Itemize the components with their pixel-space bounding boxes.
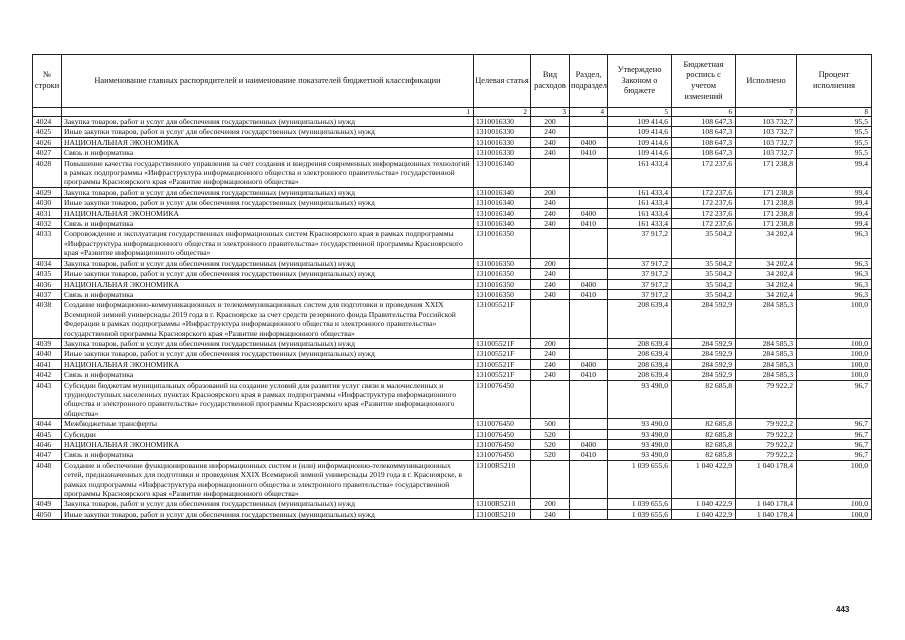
row-name: НАЦИОНАЛЬНАЯ ЭКОНОМИКА [62, 208, 474, 218]
row-number: 4047 [33, 450, 62, 460]
executed-amount: 79 922,2 [736, 380, 797, 419]
expense-type: 200 [531, 258, 570, 268]
target-article: 1310016330 [474, 127, 531, 137]
target-article: 1310016350 [474, 279, 531, 289]
executed-amount: 171 238,8 [736, 208, 797, 218]
row-name: НАЦИОНАЛЬНАЯ ЭКОНОМИКА [62, 279, 474, 289]
executed-amount: 171 238,8 [736, 219, 797, 229]
target-article: 131005521F [474, 300, 531, 339]
section-subsection: 0400 [570, 279, 608, 289]
budget-amount: 284 592,9 [672, 370, 736, 380]
executed-amount: 284 585,3 [736, 338, 797, 348]
table-row [33, 460, 872, 499]
execution-percent: 100,0 [797, 338, 872, 348]
expense-type: 240 [531, 269, 570, 279]
target-article: 1310016340 [474, 187, 531, 197]
expense-type [531, 380, 570, 419]
execution-percent: 96,7 [797, 450, 872, 460]
row-number: 4024 [33, 117, 62, 127]
target-article: 1310076450 [474, 440, 531, 450]
target-article: 1310016340 [474, 158, 531, 187]
row-number: 4038 [33, 300, 62, 339]
row-name: Связь и информатика [62, 148, 474, 158]
section-subsection [570, 127, 608, 137]
row-name: Закупка товаров, работ и услуг для обеспечения государственных (муниципальных) нужд [62, 499, 474, 509]
execution-percent: 96,3 [797, 289, 872, 299]
budget-amount: 108 647,3 [672, 127, 736, 137]
approved-amount: 109 414,6 [608, 148, 672, 158]
row-name: Связь и информатика [62, 219, 474, 229]
row-number: 4029 [33, 187, 62, 197]
execution-percent: 99,4 [797, 158, 872, 187]
table-row [33, 300, 872, 339]
target-article: 13100R5210 [474, 499, 531, 509]
expense-type: 200 [531, 499, 570, 509]
column-number: 8 [797, 108, 872, 117]
expense-type: 520 [531, 450, 570, 460]
expense-type: 240 [531, 127, 570, 137]
header-name: Наименование главных распорядителей и наименование показателей бюджетной классификации [62, 55, 474, 108]
budget-amount: 1 040 422,9 [672, 499, 736, 509]
budget-amount: 172 237,6 [672, 187, 736, 197]
execution-percent: 100,0 [797, 370, 872, 380]
target-article: 1310016350 [474, 289, 531, 299]
header-row [33, 55, 872, 108]
expense-type: 520 [531, 429, 570, 439]
section-subsection: 0410 [570, 219, 608, 229]
executed-amount: 103 732,7 [736, 117, 797, 127]
executed-amount: 79 922,2 [736, 440, 797, 450]
target-article: 1310076450 [474, 380, 531, 419]
row-number: 4046 [33, 440, 62, 450]
section-subsection [570, 429, 608, 439]
approved-amount: 208 639,4 [608, 300, 672, 339]
row-name: Иные закупки товаров, работ и услуг для обеспечения государственных (муниципальных) нужд [62, 127, 474, 137]
execution-percent: 100,0 [797, 509, 872, 519]
column-number: 3 [531, 108, 570, 117]
expense-type: 240 [531, 148, 570, 158]
row-name: Субсидии бюджетам муниципальных образований на создание условий для развития услуг связи в малочисленных и труднодоступных населенных пунктах Красноярского края в рамках подпрограммы «Инфраструктура информационного общества и электронного правительства» государственной программы Красноярского края «Развитие информационного общества» [62, 380, 474, 419]
column-number: 7 [736, 108, 797, 117]
table-row [33, 117, 872, 127]
row-number: 4027 [33, 148, 62, 158]
row-number: 4044 [33, 419, 62, 429]
row-name: Создание информационно-коммуникационных и телекоммуникационных систем для подготовки и проведения XXIX Всемирной зимней универсиады 2019 года в г. Красноярске за счет средств резервного фонда Правительства Российской Федерации в рамках подпрограммы «Инфраструктура информационного общества и электронного правительства» государственной программы Красноярского края «Развитие информационного общества» [62, 300, 474, 339]
row-name: Связь и информатика [62, 450, 474, 460]
expense-type: 200 [531, 187, 570, 197]
executed-amount: 1 040 178,4 [736, 499, 797, 509]
row-name: НАЦИОНАЛЬНАЯ ЭКОНОМИКА [62, 359, 474, 369]
execution-percent: 96,3 [797, 229, 872, 258]
executed-amount: 103 732,7 [736, 127, 797, 137]
approved-amount: 109 414,6 [608, 137, 672, 147]
table-row [33, 359, 872, 369]
row-name: Субсидии [62, 429, 474, 439]
approved-amount: 109 414,6 [608, 127, 672, 137]
approved-amount: 1 039 655,6 [608, 499, 672, 509]
table-row [33, 269, 872, 279]
row-number: 4030 [33, 198, 62, 208]
approved-amount: 208 639,4 [608, 370, 672, 380]
budget-table [32, 54, 872, 520]
row-number: 4045 [33, 429, 62, 439]
approved-amount: 161 433,4 [608, 208, 672, 218]
approved-amount: 1 039 655,6 [608, 509, 672, 519]
section-subsection [570, 117, 608, 127]
table-body [33, 117, 872, 520]
row-number: 4033 [33, 229, 62, 258]
target-article: 131005521F [474, 338, 531, 348]
row-name: Закупка товаров, работ и услуг для обеспечения государственных (муниципальных) нужд [62, 258, 474, 268]
expense-type: 240 [531, 137, 570, 147]
table-row [33, 370, 872, 380]
execution-percent: 100,0 [797, 499, 872, 509]
section-subsection: 0410 [570, 148, 608, 158]
expense-type: 240 [531, 509, 570, 519]
budget-amount: 35 504,2 [672, 229, 736, 258]
row-number: 4026 [33, 137, 62, 147]
expense-type: 240 [531, 208, 570, 218]
section-subsection: 0410 [570, 289, 608, 299]
row-number: 4037 [33, 289, 62, 299]
execution-percent: 95,5 [797, 148, 872, 158]
execution-percent: 100,0 [797, 359, 872, 369]
executed-amount: 34 202,4 [736, 269, 797, 279]
executed-amount: 171 238,8 [736, 187, 797, 197]
target-article: 1310016350 [474, 258, 531, 268]
target-article: 1310016350 [474, 269, 531, 279]
target-article: 1310016330 [474, 148, 531, 158]
executed-amount: 34 202,4 [736, 258, 797, 268]
budget-amount: 172 237,6 [672, 158, 736, 187]
budget-amount: 82 685,8 [672, 429, 736, 439]
table-row [33, 229, 872, 258]
budget-amount: 35 504,2 [672, 279, 736, 289]
row-number: 4043 [33, 380, 62, 419]
section-subsection: 0400 [570, 137, 608, 147]
budget-amount: 284 592,9 [672, 359, 736, 369]
target-article: 131005521F [474, 370, 531, 380]
execution-percent: 99,4 [797, 208, 872, 218]
executed-amount: 284 585,3 [736, 349, 797, 359]
target-article: 1310016350 [474, 229, 531, 258]
budget-amount: 82 685,8 [672, 419, 736, 429]
table-row [33, 279, 872, 289]
section-subsection [570, 158, 608, 187]
section-subsection: 0410 [570, 450, 608, 460]
table-row [33, 429, 872, 439]
target-article: 13100R5210 [474, 460, 531, 499]
target-article: 1310076450 [474, 429, 531, 439]
section-subsection [570, 300, 608, 339]
column-number: 1 [62, 108, 474, 117]
table-row [33, 198, 872, 208]
header-approved: Утверждено Законом о бюджете [608, 55, 672, 108]
execution-percent: 95,5 [797, 127, 872, 137]
row-name: НАЦИОНАЛЬНАЯ ЭКОНОМИКА [62, 440, 474, 450]
executed-amount: 103 732,7 [736, 137, 797, 147]
table-row [33, 419, 872, 429]
expense-type: 240 [531, 370, 570, 380]
executed-amount: 171 238,8 [736, 198, 797, 208]
section-subsection: 0400 [570, 440, 608, 450]
target-article: 1310016340 [474, 198, 531, 208]
table-row [33, 148, 872, 158]
page-number: 443 [836, 605, 850, 614]
section-subsection: 0400 [570, 208, 608, 218]
execution-percent: 99,4 [797, 187, 872, 197]
executed-amount: 1 040 178,4 [736, 460, 797, 499]
section-subsection [570, 419, 608, 429]
execution-percent: 96,7 [797, 429, 872, 439]
target-article: 13100R5210 [474, 509, 531, 519]
table-row [33, 208, 872, 218]
row-name: Связь и информатика [62, 289, 474, 299]
target-article: 1310076450 [474, 450, 531, 460]
executed-amount: 79 922,2 [736, 429, 797, 439]
header-budget: Бюджетная роспись с учетом изменений [672, 55, 736, 108]
approved-amount: 208 639,4 [608, 359, 672, 369]
expense-type: 500 [531, 419, 570, 429]
budget-amount: 108 647,3 [672, 117, 736, 127]
execution-percent: 96,3 [797, 258, 872, 268]
executed-amount: 284 585,3 [736, 300, 797, 339]
budget-amount: 82 685,8 [672, 380, 736, 419]
table-row [33, 137, 872, 147]
expense-type [531, 300, 570, 339]
budget-amount: 108 647,3 [672, 137, 736, 147]
target-article: 1310016340 [474, 208, 531, 218]
executed-amount: 34 202,4 [736, 279, 797, 289]
execution-percent: 100,0 [797, 300, 872, 339]
row-number: 4034 [33, 258, 62, 268]
section-subsection [570, 229, 608, 258]
row-name: Закупка товаров, работ и услуг для обеспечения государственных (муниципальных) нужд [62, 338, 474, 348]
row-number: 4028 [33, 158, 62, 187]
header-num: № строки [33, 55, 62, 108]
section-subsection [570, 187, 608, 197]
approved-amount: 161 433,4 [608, 158, 672, 187]
row-name: Создание и обеспечение функционирования информационных систем и (или) информационно-телекоммуникационных сетей, предназначенных для подготовки и проведения XXIX Всемирной зимней универсиады 2019 года в г. Красноярске, в рамках подпрограммы «Инфраструктура информационного общества и электронного правительства» государственной программы Красноярского края «Развитие информационного общества» [62, 460, 474, 499]
row-name: Иные закупки товаров, работ и услуг для обеспечения государственных (муниципальных) нужд [62, 269, 474, 279]
row-number: 4049 [33, 499, 62, 509]
table-row [33, 450, 872, 460]
table-row [33, 187, 872, 197]
executed-amount: 284 585,3 [736, 370, 797, 380]
executed-amount: 34 202,4 [736, 229, 797, 258]
header-percent: Процент исполнения [797, 55, 872, 108]
target-article: 1310016340 [474, 219, 531, 229]
section-subsection [570, 509, 608, 519]
row-number: 4040 [33, 349, 62, 359]
expense-type [531, 229, 570, 258]
expense-type: 520 [531, 440, 570, 450]
executed-amount: 171 238,8 [736, 158, 797, 187]
row-number: 4041 [33, 359, 62, 369]
approved-amount: 37 917,2 [608, 229, 672, 258]
row-name: Закупка товаров, работ и услуг для обеспечения государственных (муниципальных) нужд [62, 187, 474, 197]
expense-type: 240 [531, 219, 570, 229]
row-number: 4032 [33, 219, 62, 229]
expense-type: 240 [531, 359, 570, 369]
section-subsection: 0410 [570, 370, 608, 380]
executed-amount: 34 202,4 [736, 289, 797, 299]
budget-amount: 35 504,2 [672, 258, 736, 268]
table-row [33, 219, 872, 229]
section-subsection [570, 499, 608, 509]
section-subsection [570, 349, 608, 359]
approved-amount: 161 433,4 [608, 198, 672, 208]
approved-amount: 37 917,2 [608, 289, 672, 299]
budget-amount: 284 592,9 [672, 338, 736, 348]
section-subsection [570, 198, 608, 208]
execution-percent: 100,0 [797, 460, 872, 499]
approved-amount: 93 490,0 [608, 450, 672, 460]
header-vid: Вид расходов [531, 55, 570, 108]
budget-amount: 35 504,2 [672, 269, 736, 279]
row-number: 4039 [33, 338, 62, 348]
row-name: Иные закупки товаров, работ и услуг для обеспечения государственных (муниципальных) нужд [62, 198, 474, 208]
budget-amount: 172 237,6 [672, 219, 736, 229]
approved-amount: 93 490,0 [608, 429, 672, 439]
target-article: 131005521F [474, 349, 531, 359]
budget-amount: 35 504,2 [672, 289, 736, 299]
executed-amount: 284 585,3 [736, 359, 797, 369]
execution-percent: 100,0 [797, 349, 872, 359]
execution-percent: 95,5 [797, 117, 872, 127]
executed-amount: 79 922,2 [736, 450, 797, 460]
expense-type: 240 [531, 279, 570, 289]
header-code: Целевая статья [474, 55, 531, 108]
row-number: 4035 [33, 269, 62, 279]
execution-percent: 95,5 [797, 137, 872, 147]
approved-amount: 161 433,4 [608, 219, 672, 229]
table-row [33, 499, 872, 509]
executed-amount: 79 922,2 [736, 419, 797, 429]
section-subsection [570, 269, 608, 279]
table-row [33, 127, 872, 137]
row-name: НАЦИОНАЛЬНАЯ ЭКОНОМИКА [62, 137, 474, 147]
row-name: Иные закупки товаров, работ и услуг для обеспечения государственных (муниципальных) нужд [62, 509, 474, 519]
approved-amount: 37 917,2 [608, 269, 672, 279]
row-name: Повышение качества государственного управления за счет создания и внедрения современных информационных технологий в рамках подпрограммы «Инфраструктура информационного общества и электронного правительства» государственной программы Красноярского края «Развитие информационного общества» [62, 158, 474, 187]
budget-amount: 82 685,8 [672, 450, 736, 460]
expense-type: 200 [531, 338, 570, 348]
table-row [33, 158, 872, 187]
row-name: Закупка товаров, работ и услуг для обеспечения государственных (муниципальных) нужд [62, 117, 474, 127]
section-subsection [570, 258, 608, 268]
column-number [33, 108, 62, 117]
expense-type: 200 [531, 117, 570, 127]
row-number: 4025 [33, 127, 62, 137]
header-executed: Исполнено [736, 55, 797, 108]
approved-amount: 208 639,4 [608, 349, 672, 359]
approved-amount: 93 490,0 [608, 419, 672, 429]
approved-amount: 37 917,2 [608, 258, 672, 268]
executed-amount: 103 732,7 [736, 148, 797, 158]
budget-amount: 172 237,6 [672, 208, 736, 218]
budget-amount: 108 647,3 [672, 148, 736, 158]
execution-percent: 96,7 [797, 380, 872, 419]
table-row [33, 289, 872, 299]
target-article: 131005521F [474, 359, 531, 369]
approved-amount: 93 490,0 [608, 380, 672, 419]
budget-amount: 82 685,8 [672, 440, 736, 450]
column-number: 6 [672, 108, 736, 117]
row-name: Сопровождение и эксплуатация государственных информационных систем Красноярского края в рамках подпрограммы «Инфраструктура информационного общества и электронного правительства» государственной программы Красноярского края «Развитие информационного общества» [62, 229, 474, 258]
table-row [33, 349, 872, 359]
table-row [33, 509, 872, 519]
column-number-row [33, 108, 872, 117]
section-subsection [570, 460, 608, 499]
column-number: 4 [570, 108, 608, 117]
target-article: 1310076450 [474, 419, 531, 429]
execution-percent: 96,7 [797, 440, 872, 450]
approved-amount: 93 490,0 [608, 440, 672, 450]
expense-type [531, 158, 570, 187]
budget-amount: 1 040 422,9 [672, 509, 736, 519]
execution-percent: 99,4 [797, 198, 872, 208]
row-name: Иные закупки товаров, работ и услуг для обеспечения государственных (муниципальных) нужд [62, 349, 474, 359]
approved-amount: 109 414,6 [608, 117, 672, 127]
budget-amount: 284 592,9 [672, 300, 736, 339]
row-number: 4050 [33, 509, 62, 519]
execution-percent: 96,3 [797, 279, 872, 289]
approved-amount: 37 917,2 [608, 279, 672, 289]
approved-amount: 161 433,4 [608, 187, 672, 197]
section-subsection: 0400 [570, 359, 608, 369]
table-row [33, 440, 872, 450]
table-row [33, 338, 872, 348]
expense-type [531, 460, 570, 499]
row-number: 4036 [33, 279, 62, 289]
table-row [33, 258, 872, 268]
budget-amount: 1 040 422,9 [672, 460, 736, 499]
section-subsection [570, 380, 608, 419]
budget-amount: 172 237,6 [672, 198, 736, 208]
row-number: 4048 [33, 460, 62, 499]
execution-percent: 96,7 [797, 419, 872, 429]
expense-type: 240 [531, 349, 570, 359]
expense-type: 240 [531, 198, 570, 208]
column-number: 5 [608, 108, 672, 117]
approved-amount: 1 039 655,6 [608, 460, 672, 499]
expense-type: 240 [531, 289, 570, 299]
target-article: 1310016330 [474, 117, 531, 127]
row-number: 4031 [33, 208, 62, 218]
row-name: Связь и информатика [62, 370, 474, 380]
row-number: 4042 [33, 370, 62, 380]
budget-amount: 284 592,9 [672, 349, 736, 359]
execution-percent: 96,3 [797, 269, 872, 279]
executed-amount: 1 040 178,4 [736, 509, 797, 519]
header-sec: Раздел, подраздел [570, 55, 608, 108]
row-name: Межбюджетные трансферты [62, 419, 474, 429]
column-number: 2 [474, 108, 531, 117]
table-row [33, 380, 872, 419]
target-article: 1310016330 [474, 137, 531, 147]
execution-percent: 99,4 [797, 219, 872, 229]
section-subsection [570, 338, 608, 348]
approved-amount: 208 639,4 [608, 338, 672, 348]
